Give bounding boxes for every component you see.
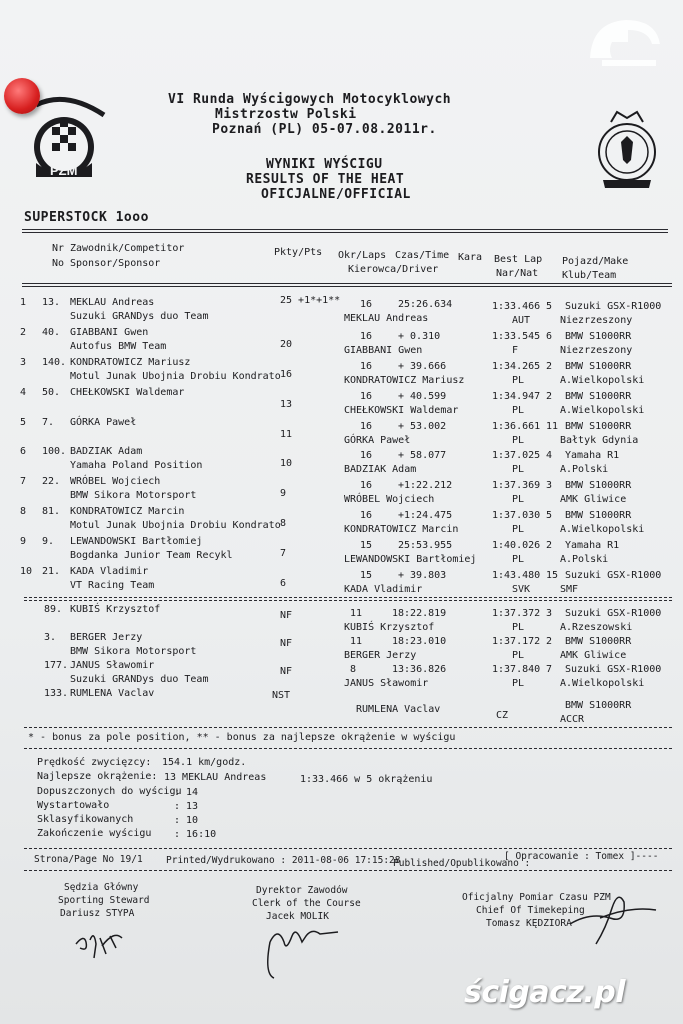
result-competitor: BADZIAK Adam	[70, 446, 143, 457]
dnf-best-lap-number: 7	[546, 664, 553, 675]
divider	[24, 727, 672, 728]
dnf-make: BMW S1000RR	[565, 636, 632, 647]
result-best-lap-number: 2	[546, 391, 553, 402]
result-driver: CHEŁKOWSKI Waldemar	[344, 405, 459, 416]
divider	[24, 748, 672, 749]
result-number: 21.	[42, 566, 61, 577]
dnf-number: 3.	[44, 632, 57, 643]
dnf-laps: 11	[350, 636, 363, 647]
dnf-status: NF	[280, 610, 293, 621]
dnf-status: NST	[272, 690, 291, 701]
result-points: 10	[280, 458, 293, 469]
result-time: +1:22.212	[398, 480, 453, 491]
result-points: 8	[280, 518, 287, 529]
col-time: Czas/Time	[395, 250, 450, 261]
dnf-number: 177.	[44, 660, 69, 671]
dnf-laps: 8	[350, 664, 357, 675]
result-best-lap: 1:36.661	[492, 421, 541, 432]
dnf-driver: JANUS Sławomir	[344, 678, 429, 689]
classified-value: : 10	[174, 815, 199, 826]
race-class: SUPERSTOCK 1ooo	[24, 210, 149, 225]
result-best-lap: 1:37.030	[492, 510, 541, 521]
col-laps: Okr/Laps	[338, 250, 387, 261]
dnf-driver: BERGER Jerzy	[344, 650, 417, 661]
result-driver: GÓRKA Paweł	[344, 435, 411, 446]
results-title-en: RESULTS OF THE HEAT	[246, 172, 405, 187]
result-laps: 16	[360, 299, 373, 310]
result-time: + 53.002	[398, 421, 447, 432]
result-laps: 16	[360, 421, 373, 432]
result-best-lap-number: 4	[546, 450, 553, 461]
result-make: BMW S1000RR	[565, 331, 632, 342]
result-best-lap-number: 5	[546, 301, 553, 312]
winner-speed-label: Prędkość zwycięzcy:	[37, 757, 152, 768]
dnf-best-lap-number: 3	[546, 608, 553, 619]
red-pushpin-icon	[4, 78, 40, 114]
dnf-status: NF	[280, 638, 293, 649]
dnf-number: 133.	[44, 688, 69, 699]
dnf-best-lap: 1:37.840	[492, 664, 541, 675]
steward-name: Dariusz STYPA	[60, 908, 135, 919]
result-best-lap: 1:37.369	[492, 480, 541, 491]
result-points: 13	[280, 399, 293, 410]
result-time: + 40.599	[398, 391, 447, 402]
result-best-lap: 1:33.466	[492, 301, 541, 312]
dnf-driver: KUBIŚ Krzysztof	[344, 622, 435, 633]
best-lap-time: 1:33.466 w 5 okrążeniu	[300, 774, 433, 785]
result-position: 1	[20, 297, 27, 308]
col-driver: Kierowca/Driver	[348, 264, 439, 275]
clerk-signature-icon	[256, 912, 346, 982]
result-best-lap: 1:34.265	[492, 361, 541, 372]
result-nationality: AUT	[512, 315, 531, 326]
clerk-title-en: Clerk of the Course	[252, 898, 361, 909]
result-time: +1:24.475	[398, 510, 453, 521]
dnf-best-lap-number: 2	[546, 636, 553, 647]
result-best-lap: 1:34.947	[492, 391, 541, 402]
result-make: BMW S1000RR	[565, 480, 632, 491]
col-sponsor: Sponsor/Sponsor	[70, 258, 161, 269]
col-make: Pojazd/Make	[562, 256, 629, 267]
result-laps: 16	[360, 450, 373, 461]
dnf-best-lap: 1:37.372	[492, 608, 541, 619]
col-nat: Nar/Nat	[496, 268, 539, 279]
result-best-lap: 1:37.025	[492, 450, 541, 461]
timekeeper-signature-icon	[560, 888, 660, 950]
result-driver: KONDRATOWICZ Marcin	[344, 524, 459, 535]
result-competitor: GIABBANI Gwen	[70, 327, 149, 338]
col-kara: Kara	[458, 252, 483, 263]
result-points: 9	[280, 488, 287, 499]
svg-text:PZM: PZM	[50, 163, 78, 178]
clerk-name: Jacek MOLIK	[266, 911, 329, 922]
best-lap-rider: 13 MEKLAU Andreas	[164, 772, 267, 783]
divider	[22, 283, 672, 284]
result-best-lap-number: 6	[546, 331, 553, 342]
result-points: 20	[280, 339, 293, 350]
result-competitor: CHEŁKOWSKI Waldemar	[70, 387, 185, 398]
results-title-official: OFICJALNE/OFFICIAL	[261, 187, 411, 202]
finish-value: : 16:10	[174, 829, 217, 840]
result-competitor: MEKLAU Andreas	[70, 297, 155, 308]
published-label: Published/Opublikowano :	[393, 858, 531, 869]
classified-label: Sklasyfikowanych	[37, 814, 134, 825]
result-make: BMW S1000RR	[565, 361, 632, 372]
result-team: A.Wielkopolski	[560, 524, 645, 535]
finish-label: Zakończenie wyścigu	[37, 828, 152, 839]
admitted-label: Dopuszczonych do wyścigu	[37, 786, 182, 797]
club-emblem-icon	[593, 108, 661, 190]
result-position: 7	[20, 476, 27, 487]
result-nationality: PL	[512, 464, 525, 475]
prepared-by: [ Opracowanie : Tomex ]----	[504, 851, 659, 862]
result-points: 16	[280, 369, 293, 380]
results-title-pl: WYNIKI WYŚCIGU	[266, 157, 383, 172]
result-number: 40.	[42, 327, 61, 338]
event-line-3: Poznań (PL) 05-07.08.2011r.	[212, 122, 437, 137]
result-nationality: PL	[512, 524, 525, 535]
result-time: + 39.666	[398, 361, 447, 372]
dnf-make: BMW S1000RR	[565, 700, 632, 711]
timekeeper-title-en: Chief Of Timekeping	[476, 905, 585, 916]
result-make: BMW S1000RR	[565, 391, 632, 402]
result-nationality: PL	[512, 554, 525, 565]
result-points: 11	[280, 429, 293, 440]
dnf-number: 89.	[44, 604, 63, 615]
result-time: 25:53.955	[398, 540, 453, 551]
result-competitor: KONDRATOWICZ Marcin	[70, 506, 185, 517]
dnf-competitor: RUMLENA Vaclav	[70, 688, 155, 699]
result-nationality: PL	[512, 405, 525, 416]
result-position: 8	[20, 506, 27, 517]
result-driver: GIABBANI Gwen	[344, 345, 423, 356]
result-nationality: PL	[512, 494, 525, 505]
dnf-nationality: PL	[512, 622, 525, 633]
result-team: A.Wielkopolski	[560, 405, 645, 416]
result-driver: WRÓBEL Wojciech	[344, 494, 435, 505]
dnf-competitor: BERGER Jerzy	[70, 632, 143, 643]
timekeeper-name: Tomasz KĘDZIORA	[486, 918, 572, 929]
result-points: 6	[280, 578, 287, 589]
col-bestlap: Best Lap	[494, 254, 543, 265]
result-best-lap-number: 5	[546, 510, 553, 521]
result-team: A.Polski	[560, 554, 609, 565]
result-position: 3	[20, 357, 27, 368]
col-nr: Nr	[52, 243, 65, 254]
result-nationality: F	[512, 345, 519, 356]
result-time: + 58.077	[398, 450, 447, 461]
divider	[24, 597, 672, 598]
dnf-best-lap: 1:37.172	[492, 636, 541, 647]
col-no: No	[52, 258, 65, 269]
result-driver: BADZIAK Adam	[344, 464, 417, 475]
result-position: 9	[20, 536, 27, 547]
divider	[24, 870, 672, 871]
result-make: BMW S1000RR	[565, 510, 632, 521]
result-make: Yamaha R1	[565, 450, 620, 461]
result-laps: 16	[360, 510, 373, 521]
dnf-competitor: KUBIŚ Krzysztof	[70, 604, 161, 615]
result-best-lap: 1:33.545	[492, 331, 541, 342]
result-team: Bałtyk Gdynia	[560, 435, 639, 446]
result-make: Suzuki GSX-R1000	[565, 301, 662, 312]
result-nationality: PL	[512, 375, 525, 386]
dnf-time: 13:36.826	[392, 664, 447, 675]
col-competitor: Zawodnik/Competitor	[70, 243, 185, 254]
result-laps: 16	[360, 480, 373, 491]
watermark-text: ścigacz.pl	[464, 975, 626, 1010]
result-driver: KONDRATOWICZ Mariusz	[344, 375, 465, 386]
result-team: A.Wielkopolski	[560, 375, 645, 386]
result-make: Suzuki GSX-R1000	[565, 570, 662, 581]
divider	[22, 286, 672, 287]
divider	[22, 232, 668, 233]
winner-speed-value: 154.1 km/godz.	[162, 757, 247, 768]
result-sponsor: VT Racing Team	[70, 580, 155, 591]
result-number: 9.	[42, 536, 55, 547]
result-best-lap: 1:43.480	[492, 570, 541, 581]
result-points: 7	[280, 548, 287, 559]
result-best-lap: 1:40.026	[492, 540, 541, 551]
steward-title-en: Sporting Steward	[58, 895, 150, 906]
dnf-nationality: PL	[512, 678, 525, 689]
started-label: Wystartowało	[37, 800, 110, 811]
result-number: 13.	[42, 297, 61, 308]
result-laps: 16	[360, 361, 373, 372]
result-position: 10	[20, 566, 33, 577]
result-best-lap-number: 3	[546, 480, 553, 491]
result-driver: LEWANDOWSKI Bartłomiej	[344, 554, 477, 565]
dnf-make: Suzuki GSX-R1000	[565, 608, 662, 619]
result-team: Niezrzeszony	[560, 315, 633, 326]
result-driver: KADA Vladimir	[344, 584, 423, 595]
helmet-watermark-icon	[582, 14, 664, 70]
result-laps: 15	[360, 570, 373, 581]
dnf-team: A.Rzeszowski	[560, 622, 633, 633]
event-line-2: Mistrzostw Polski	[215, 107, 357, 122]
dnf-nationality: CZ	[496, 710, 509, 721]
steward-title-pl: Sędzia Główny	[64, 882, 139, 893]
result-best-lap-number: 2	[546, 361, 553, 372]
dnf-team: ACCR	[560, 714, 585, 725]
col-pts: Pkty/Pts	[274, 247, 323, 258]
result-number: 50.	[42, 387, 61, 398]
result-competitor: GÓRKA Paweł	[70, 417, 137, 428]
result-number: 81.	[42, 506, 61, 517]
result-make: BMW S1000RR	[565, 421, 632, 432]
result-driver: MEKLAU Andreas	[344, 313, 429, 324]
result-competitor: KONDRATOWICZ Mariusz	[70, 357, 191, 368]
dnf-make: Suzuki GSX-R1000	[565, 664, 662, 675]
result-laps: 16	[360, 331, 373, 342]
col-team: Klub/Team	[562, 270, 617, 281]
page-number: Strona/Page No 19/1	[34, 854, 143, 865]
result-sponsor: Suzuki GRANDys duo Team	[70, 311, 209, 322]
result-team: AMK Gliwice	[560, 494, 627, 505]
clerk-title-pl: Dyrektor Zawodów	[256, 885, 348, 896]
bonus-footnote: * - bonus za pole position, ** - bonus za najlepsze okrążenie w wyścigu	[28, 732, 456, 743]
result-position: 4	[20, 387, 27, 398]
dnf-driver: RUMLENA Vaclav	[356, 704, 441, 715]
steward-signature-icon	[70, 918, 140, 962]
printed-timestamp: Printed/Wydrukowano : 2011-08-06 17:15:28	[166, 855, 401, 866]
result-laps: 15	[360, 540, 373, 551]
dnf-competitor: JANUS Sławomir	[70, 660, 155, 671]
timekeeper-title-pl: Oficjalny Pomiar Czasu PZM	[462, 892, 611, 903]
dnf-status: NF	[280, 666, 293, 677]
dnf-sponsor: Suzuki GRANDys duo Team	[70, 674, 209, 685]
dnf-time: 18:22.819	[392, 608, 447, 619]
result-team: Niezrzeszony	[560, 345, 633, 356]
result-competitor: LEWANDOWSKI Bartłomiej	[70, 536, 203, 547]
best-lap-label: Najlepsze okrążenie:	[37, 771, 158, 782]
result-make: Yamaha R1	[565, 540, 620, 551]
result-time: + 39.803	[398, 570, 447, 581]
dnf-team: A.Wielkopolski	[560, 678, 645, 689]
result-sponsor: Bogdanka Junior Team Recykl	[70, 550, 233, 561]
result-position: 6	[20, 446, 27, 457]
result-sponsor: Motul Junak Ubojnia Drobiu Kondrato	[70, 520, 281, 531]
result-points: 25 +1*+1**	[280, 295, 341, 306]
result-nationality: PL	[512, 435, 525, 446]
result-number: 7.	[42, 417, 55, 428]
result-time: 25:26.634	[398, 299, 453, 310]
dnf-time: 18:23.010	[392, 636, 447, 647]
divider	[22, 229, 668, 230]
result-competitor: KADA Vladimir	[70, 566, 149, 577]
result-laps: 16	[360, 391, 373, 402]
dnf-sponsor: BMW Sikora Motorsport	[70, 646, 197, 657]
result-nationality: SVK	[512, 584, 531, 595]
result-best-lap-number: 15	[546, 570, 559, 581]
event-line-1: VI Runda Wyścigowych Motocyklowych	[168, 92, 452, 107]
result-number: 140.	[42, 357, 67, 368]
result-team: A.Polski	[560, 464, 609, 475]
result-best-lap-number: 2	[546, 540, 553, 551]
result-sponsor: Yamaha Poland Position	[70, 460, 203, 471]
dnf-team: AMK Gliwice	[560, 650, 627, 661]
result-sponsor: BMW Sikora Motorsport	[70, 490, 197, 501]
result-number: 22.	[42, 476, 61, 487]
result-time: + 0.310	[398, 331, 441, 342]
divider	[24, 848, 672, 849]
started-value: : 13	[174, 801, 199, 812]
result-position: 2	[20, 327, 27, 338]
dnf-laps: 11	[350, 608, 363, 619]
admitted-value: : 14	[174, 787, 199, 798]
result-sponsor: Autofus BMW Team	[70, 341, 167, 352]
result-number: 100.	[42, 446, 67, 457]
divider	[24, 600, 672, 601]
result-sponsor: Motul Junak Ubojnia Drobiu Kondrato	[70, 371, 281, 382]
result-best-lap-number: 11	[546, 421, 559, 432]
result-competitor: WRÓBEL Wojciech	[70, 476, 161, 487]
result-position: 5	[20, 417, 27, 428]
dnf-nationality: PL	[512, 650, 525, 661]
result-team: SMF	[560, 584, 579, 595]
